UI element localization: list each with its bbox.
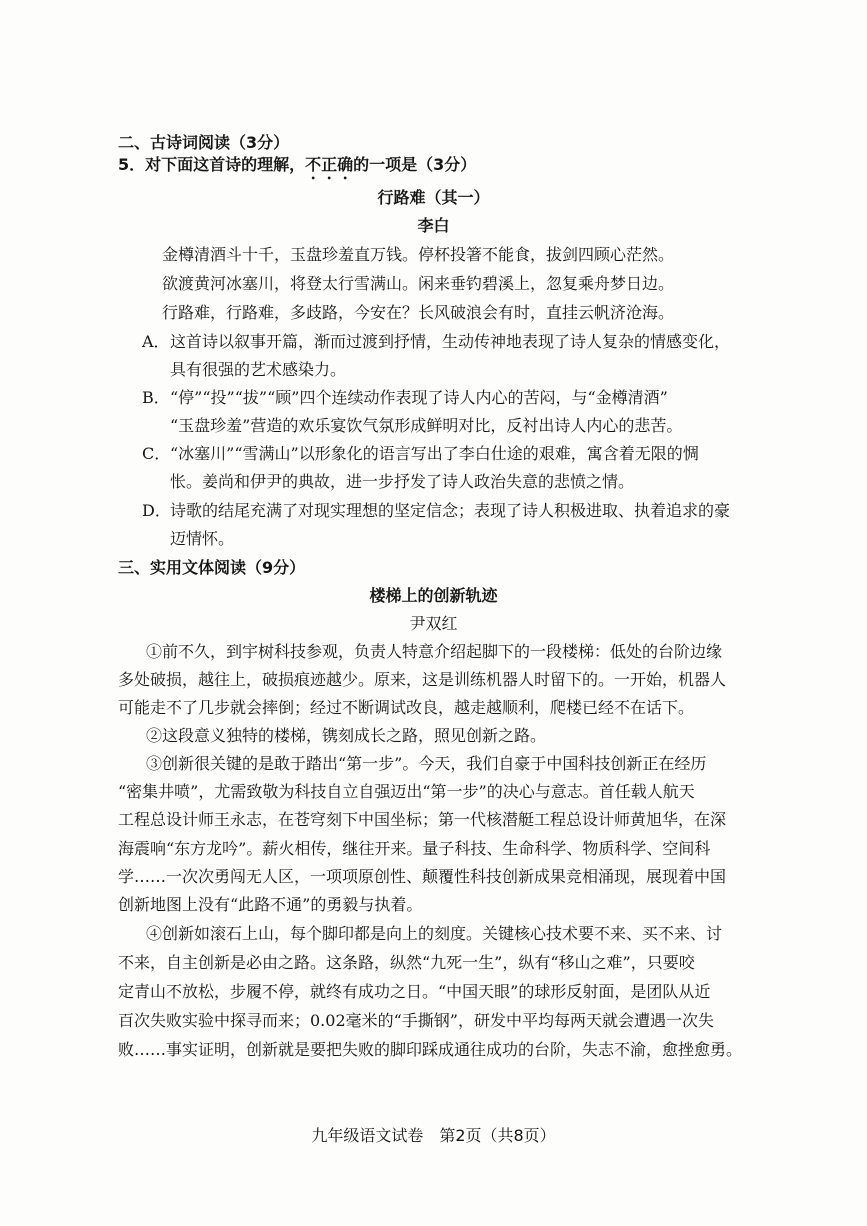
poem-author: 李白	[417, 216, 450, 235]
option-text-cont: 迈情怀。	[170, 529, 235, 548]
option-c	[142, 443, 699, 465]
question-5	[118, 154, 476, 183]
option-label: A．	[142, 332, 170, 351]
option-a	[142, 331, 730, 353]
question-prefix: 5．对下面这首诗的理解，	[118, 155, 306, 174]
article-line: “密集井喷”，尤需致敬为科技自立自强迈出“第一步”的决心与意志。首任载人航天	[118, 782, 695, 801]
article-author: 尹双红	[409, 614, 458, 633]
poem-line: 欲渡黄河冰塞川，将登太行雪满山。闲来垂钓碧溪上，忽复乘舟梦日边。	[162, 274, 675, 293]
option-b	[142, 387, 668, 409]
article-line: ③创新很关键的是敢于踏出“第一步”。今天，我们自豪于中国科技创新正在经历	[146, 754, 707, 773]
question-suffix: 的一项是（3分）	[353, 155, 477, 174]
article-line: 工程总设计师王永志，在苍穹刻下中国坐标；第一代核潜艇工程总设计师黄旭华，在深	[118, 810, 727, 829]
option-text: 诗歌的结尾充满了对现实理想的坚定信念；表现了诗人积极进取、执着追求的豪	[170, 501, 731, 520]
article-line: ②这段意义独特的楼梯，镌刻成长之路，照见创新之路。	[146, 726, 547, 745]
article-title: 楼梯上的创新轨迹	[369, 586, 498, 605]
article-line: 学……一次次勇闯无人区，一项项原创性、颠覆性科技创新成果竞相涌现，展现着中国	[118, 867, 727, 886]
option-text-cont: “玉盘珍羞”营造的欢乐宴饮气氛形成鲜明对比，反衬出诗人内心的悲苦。	[170, 416, 683, 435]
article-line: 可能走不了几步就会摔倒；经过不断调试改良，越走越顺利，爬楼已经不在话下。	[118, 698, 695, 717]
article-line: 定青山不放松，步履不停，就终有成功之日。“中国天眼”的球形反射面，是团队从近	[118, 982, 711, 1001]
article-line: 不来，自主创新是必由之路。这条路，纵然“九死一生”，纵有“移山之难”，只要咬	[118, 953, 695, 972]
option-text-cont: 怅。姜尚和伊尹的典故，进一步抒发了诗人政治失意的悲愤之情。	[170, 472, 635, 491]
option-text-cont: 具有很强的艺术感染力。	[170, 360, 347, 379]
option-d	[142, 500, 730, 522]
option-text: 这首诗以叙事开篇，渐而过渡到抒情，生动传神地表现了诗人复杂的情感变化，	[170, 332, 731, 351]
question-emphasis: 不正确	[305, 155, 354, 174]
article-line: 海震响“东方龙吟”。薪火相传，继往开来。量子科技、生命科学、物质科学、空间科	[118, 839, 711, 858]
option-label: B．	[142, 388, 170, 407]
poem-title: 行路难（其一）	[377, 188, 490, 207]
poem-line: 行路难，行路难，多歧路，今安在？长风破浪会有时，直挂云帆济沧海。	[162, 303, 675, 322]
option-text: “冰塞川”“雪满山”以形象化的语言写出了李白仕途的艰难，寓含着无限的惆	[170, 444, 699, 463]
page-footer: 九年级语文试卷 第2页（共8页）	[311, 1126, 556, 1145]
option-text: “停”“投”“拔”“顾”四个连续动作表现了诗人内心的苦闷，与“金樽清酒”	[170, 388, 668, 407]
option-label: C．	[142, 444, 171, 463]
article-line: 败……事实证明，创新就是要把失败的脚印踩成通往成功的台阶，失志不渝，愈挫愈勇。	[118, 1040, 743, 1059]
poem-line: 金樽清酒斗十千，玉盘珍羞直万钱。停杯投箸不能食，拔剑四顾心茫然。	[162, 245, 675, 264]
section-heading-poetry: 二、古诗词阅读（3分）	[118, 133, 290, 152]
article-line: 多处破损，越往上，破损痕迹越少。原来，这是训练机器人时留下的。一开始，机器人	[118, 670, 727, 689]
section-heading-practical: 三、实用文体阅读（9分）	[118, 558, 306, 577]
option-label: D．	[142, 501, 171, 520]
article-line: ④创新如滚石上山，每个脚印都是向上的刻度。关键核心技术要不来、买不来、讨	[146, 924, 723, 943]
article-line: ①前不久，到宇树科技参观，负责人特意介绍起脚下的一段楼梯：低处的台阶边缘	[146, 642, 723, 661]
article-line: 创新地图上没有“此路不通”的勇毅与执着。	[118, 895, 423, 914]
article-line: 百次失败实验中探寻而来；0.02毫米的“手撕钢”，研发中平均每两天就会遭遇一次失	[118, 1011, 714, 1030]
